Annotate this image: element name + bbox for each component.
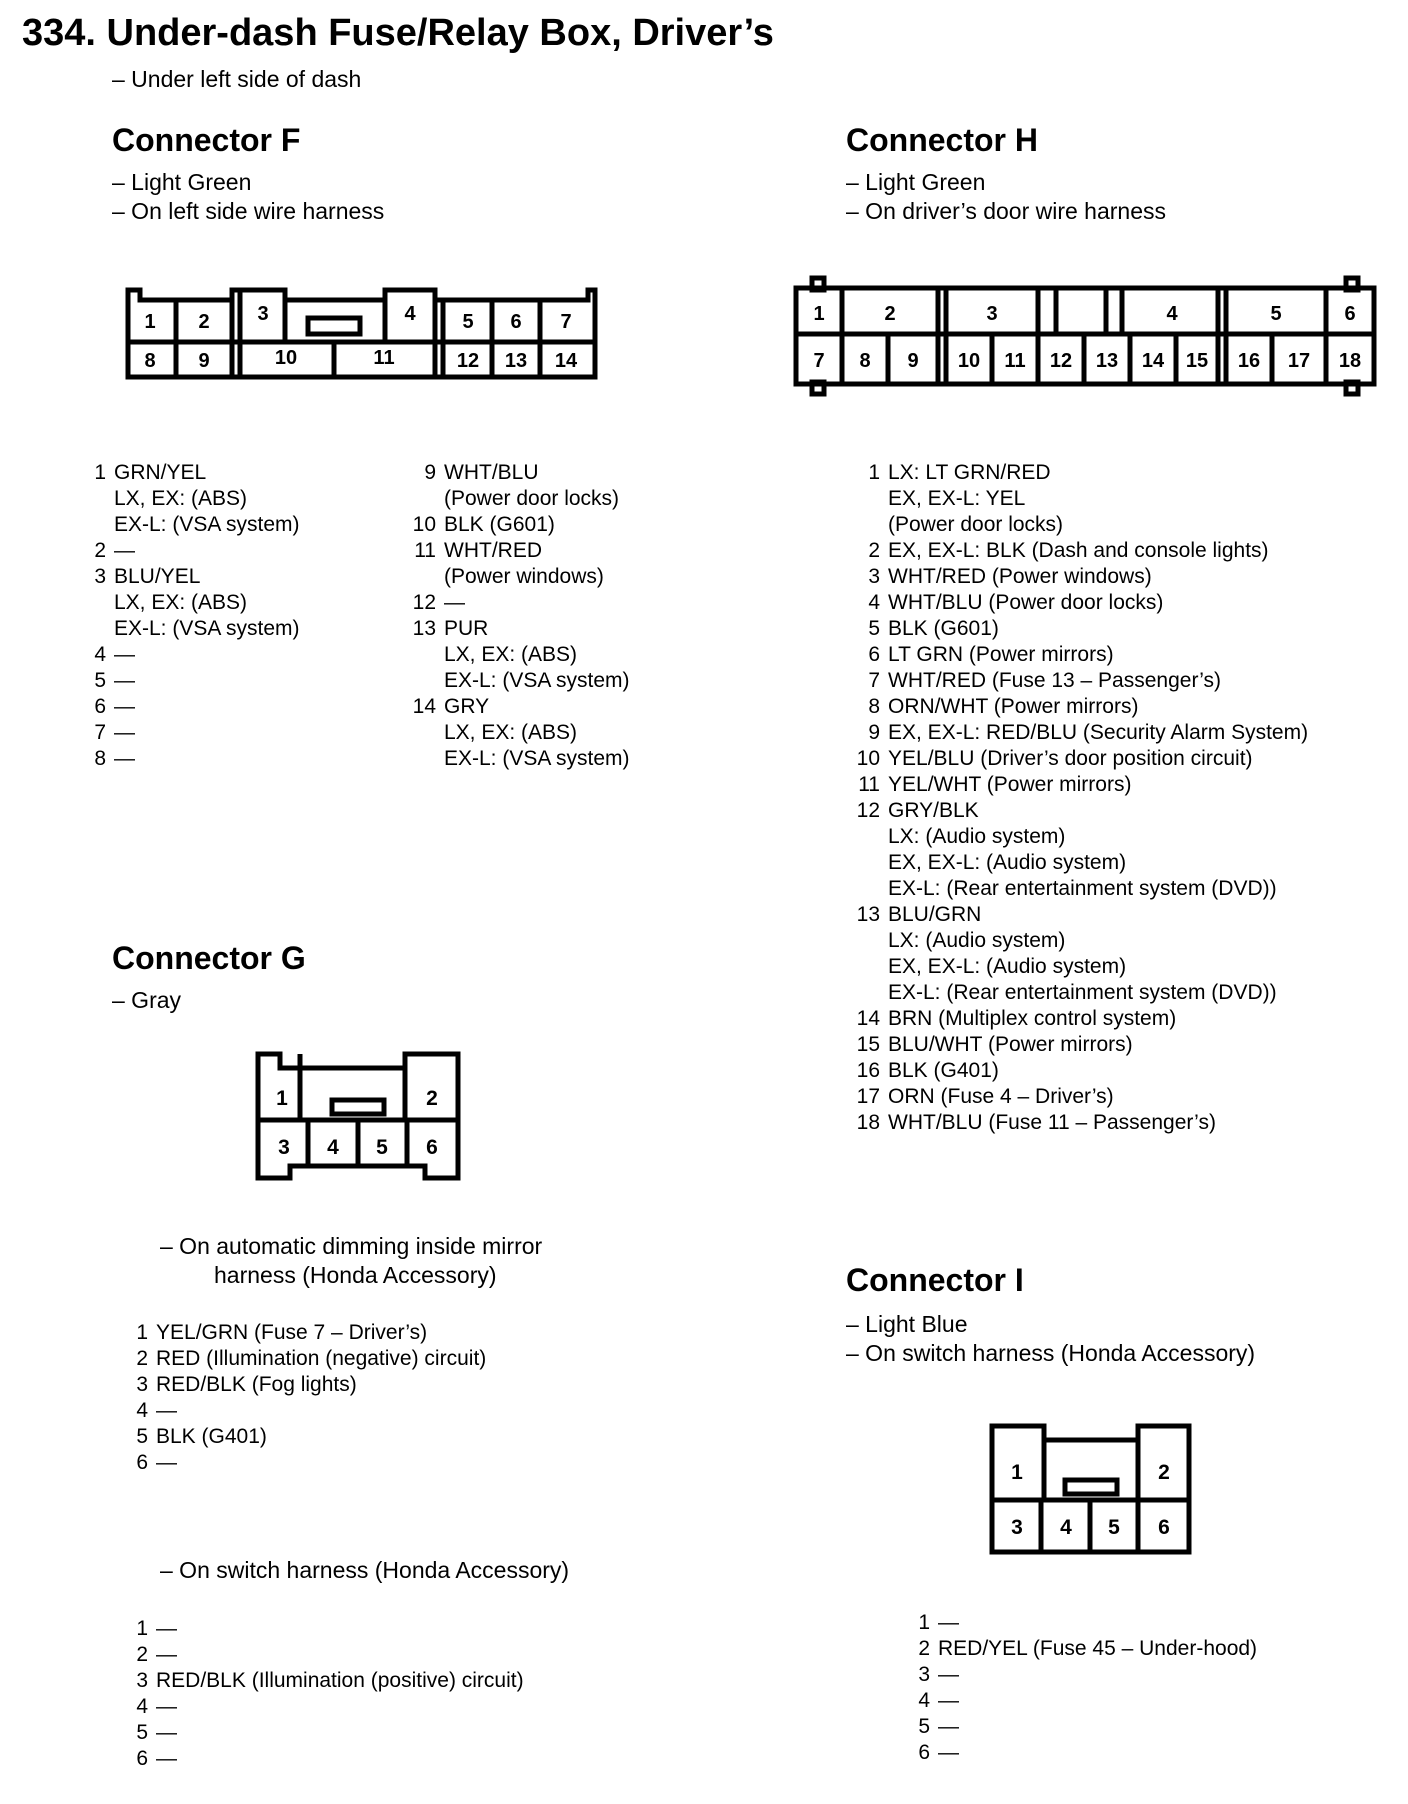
pin-description (114, 720, 135, 746)
connector-h-color-note: – Light Green (846, 169, 986, 195)
connector-h-cavity: 6 (1344, 303, 1356, 325)
pin-number: 8 (868, 695, 880, 718)
pin-row (854, 1058, 1308, 1084)
pin-description (888, 590, 1163, 616)
wire-color: YEL/WHT (Power mirrors) (888, 773, 1132, 796)
pin-number: 4 (94, 643, 106, 666)
connector-f-cavity: 10 (274, 347, 298, 369)
pin-number: 3 (136, 1669, 148, 1692)
wire-color: GRN/YEL (114, 461, 207, 484)
pin-row (854, 694, 1308, 720)
pin-description (156, 1450, 177, 1476)
pin-description (888, 1006, 1176, 1032)
connector-f-cavity: 14 (554, 350, 578, 372)
connector-h-cavity: 8 (859, 350, 871, 372)
pin-description (156, 1346, 486, 1372)
pin-row (854, 616, 1308, 642)
pin-number: 1 (94, 461, 106, 484)
connector-f-cavity: 3 (257, 303, 269, 325)
pin-row (854, 798, 1308, 902)
pin-row (854, 1110, 1308, 1136)
wire-color: EX, EX-L: RED/BLU (Security Alarm System) (888, 721, 1309, 744)
wire-note: (Power door locks) (888, 513, 1064, 536)
connector-f-heading: Connector F (112, 122, 301, 158)
pin-row (410, 616, 630, 694)
wire-note: LX: (Audio system) (888, 929, 1066, 952)
pin-row (122, 1746, 524, 1772)
connector-f-location-note: – On left side wire harness (112, 198, 385, 224)
connector-i-cavity: 5 (1108, 1516, 1120, 1539)
pin-number: 10 (412, 513, 436, 536)
wire-color: — (114, 721, 135, 744)
pin-row (122, 1372, 486, 1398)
pin-description (888, 798, 1277, 902)
wire-color: — (156, 1451, 177, 1474)
wire-color: — (114, 669, 135, 692)
pin-row (80, 460, 300, 538)
wire-color: BLU/YEL (114, 565, 201, 588)
connector-h-cavity: 14 (1141, 350, 1165, 372)
pin-description (888, 694, 1138, 720)
connector-g-cavity: 4 (327, 1136, 339, 1159)
pin-description (156, 1720, 177, 1746)
wire-color: BLK (G401) (156, 1425, 267, 1448)
pin-description (114, 746, 135, 772)
connector-g-diagram (250, 1048, 470, 1188)
connector-h-cavity: 5 (1270, 303, 1282, 325)
connector-g-cavity: 1 (276, 1087, 288, 1110)
pin-number: 5 (94, 669, 106, 692)
pin-number: 2 (136, 1347, 148, 1370)
pin-number: 4 (136, 1399, 148, 1422)
connector-f-color-note: – Light Green (112, 169, 252, 195)
pin-number: 16 (856, 1059, 880, 1082)
wire-note: EX, EX-L: (Audio system) (888, 851, 1127, 874)
connector-g-cavity: 5 (376, 1136, 388, 1159)
pin-number: 5 (918, 1715, 930, 1738)
pin-description (888, 564, 1152, 590)
pin-row (122, 1320, 486, 1346)
wire-color: WHT/RED (Power windows) (888, 565, 1152, 588)
connector-g-group1-note-line: – On automatic dimming inside mirror (160, 1233, 543, 1259)
connector-h-cavity: 13 (1095, 350, 1119, 372)
connector-h-cavity: 15 (1185, 350, 1209, 372)
pin-description (938, 1662, 959, 1688)
connector-g-heading: Connector G (112, 940, 306, 976)
pin-row (122, 1424, 486, 1450)
pin-description (938, 1636, 1257, 1662)
pin-row (854, 538, 1308, 564)
connector-f-cavity: 12 (456, 350, 480, 372)
wire-note: EX-L: (VSA system) (114, 617, 300, 640)
wire-color: — (938, 1611, 959, 1634)
connector-f-notes (112, 168, 384, 226)
pin-description (156, 1746, 177, 1772)
pin-description (156, 1694, 177, 1720)
pin-row (854, 590, 1308, 616)
pin-row (854, 902, 1308, 1006)
connector-f-pin-list-2 (410, 460, 630, 772)
pin-row (904, 1662, 1257, 1688)
pin-description (444, 512, 555, 538)
pin-row (122, 1616, 524, 1642)
pin-row (122, 1642, 524, 1668)
pin-row (410, 538, 630, 590)
wire-note: (Power door locks) (444, 487, 620, 510)
pin-description (444, 590, 465, 616)
wire-color: BRN (Multiplex control system) (888, 1007, 1177, 1030)
pin-number: 4 (136, 1695, 148, 1718)
pin-row (854, 642, 1308, 668)
connector-h-cavity: 10 (957, 350, 981, 372)
pin-row (80, 668, 300, 694)
wire-color: GRY/BLK (888, 799, 979, 822)
pin-number: 3 (918, 1663, 930, 1686)
connector-f-cavity: 5 (462, 311, 474, 333)
pin-description (114, 564, 300, 642)
wire-color: — (156, 1695, 177, 1718)
connector-h-cavity: 18 (1338, 350, 1362, 372)
connector-f-cavity: 13 (504, 350, 528, 372)
pin-description (888, 902, 1277, 1006)
wire-color: RED/YEL (Fuse 45 – Under-hood) (938, 1637, 1258, 1660)
pin-number: 12 (412, 591, 436, 614)
pin-number: 17 (856, 1085, 880, 1108)
pin-number: 11 (858, 773, 880, 796)
wire-color: — (444, 591, 465, 614)
pin-number: 15 (856, 1033, 880, 1056)
pin-number: 13 (856, 903, 880, 926)
wire-color: YEL/BLU (Driver’s door position circuit) (888, 747, 1253, 770)
wire-color: — (156, 1399, 177, 1422)
wire-color: LX: LT GRN/RED (888, 461, 1051, 484)
wire-color: RED (Illumination (negative) circuit) (156, 1347, 487, 1370)
connector-i-color-note: – Light Blue (846, 1311, 968, 1337)
wire-color: WHT/RED (444, 539, 542, 562)
pin-row (122, 1398, 486, 1424)
pin-description (888, 1058, 999, 1084)
wire-color: BLU/WHT (Power mirrors) (888, 1033, 1133, 1056)
wire-note: EX, EX-L: (Audio system) (888, 955, 1127, 978)
connector-h-location-note: – On driver’s door wire harness (846, 198, 1167, 224)
pin-number: 3 (868, 565, 880, 588)
pin-description (156, 1372, 357, 1398)
pin-description (938, 1740, 959, 1766)
pin-description (888, 720, 1308, 746)
wire-note: EX-L: (Rear entertainment system (DVD)) (888, 981, 1277, 1004)
wire-color: BLU/GRN (888, 903, 982, 926)
pin-row (854, 746, 1308, 772)
connector-f-pin-list-1 (80, 460, 300, 772)
pin-description (938, 1610, 959, 1636)
pin-row (854, 668, 1308, 694)
wire-color: WHT/BLU (Fuse 11 – Passenger’s) (888, 1111, 1216, 1134)
connector-i-heading: Connector I (846, 1262, 1024, 1298)
connector-h-cavity: 12 (1049, 350, 1073, 372)
connector-g-group1-pin-list (122, 1320, 486, 1476)
pin-description (156, 1320, 427, 1346)
wire-color: EX, EX-L: BLK (Dash and console lights) (888, 539, 1269, 562)
wire-color: — (114, 747, 135, 770)
pin-number: 13 (412, 617, 436, 640)
wire-color: WHT/RED (Fuse 13 – Passenger’s) (888, 669, 1221, 692)
wire-color: — (156, 1747, 177, 1770)
pin-description (888, 668, 1221, 694)
wire-note: LX, EX: (ABS) (114, 591, 248, 614)
pin-row (854, 1006, 1308, 1032)
pin-description (938, 1688, 959, 1714)
wire-note: LX, EX: (ABS) (444, 721, 578, 744)
pin-row (854, 720, 1308, 746)
connector-g-color-note: – Gray (112, 987, 182, 1013)
pin-description (156, 1642, 177, 1668)
wire-color: ORN (Fuse 4 – Driver’s) (888, 1085, 1114, 1108)
wire-color: — (938, 1663, 959, 1686)
wire-color: — (938, 1715, 959, 1738)
pin-description (888, 1032, 1133, 1058)
connector-h-cavity: 1 (813, 303, 825, 325)
wire-color: WHT/BLU (Power door locks) (888, 591, 1164, 614)
pin-description (114, 460, 300, 538)
connector-h-cavity: 3 (986, 303, 998, 325)
wire-color: RED/BLK (Fog lights) (156, 1373, 357, 1396)
connector-i-cavity: 4 (1060, 1516, 1072, 1539)
connector-g-cavity: 3 (278, 1136, 290, 1159)
pin-row (854, 564, 1308, 590)
connector-g-group2-pin-list (122, 1616, 524, 1772)
wire-color: PUR (444, 617, 489, 640)
wire-note: EX, EX-L: YEL (888, 487, 1026, 510)
pin-number: 3 (136, 1373, 148, 1396)
connector-h-pin-list (854, 460, 1308, 1136)
wire-note: (Power windows) (444, 565, 604, 588)
wire-color: — (156, 1721, 177, 1744)
connector-h-cavity: 11 (1004, 350, 1026, 372)
pin-row (854, 460, 1308, 538)
pin-row (410, 460, 630, 512)
wire-color: — (938, 1741, 959, 1764)
connector-f-cavity: 9 (198, 350, 210, 372)
pin-row (410, 512, 630, 538)
pin-description (444, 460, 619, 512)
pin-row (80, 642, 300, 668)
connector-g-group2-note: – On switch harness (Honda Accessory) (160, 1557, 570, 1583)
connector-g-group1-note-line: harness (Honda Accessory) (214, 1262, 497, 1288)
connector-h-heading: Connector H (846, 122, 1038, 158)
connector-h-diagram (788, 272, 1384, 402)
connector-f-diagram (120, 282, 600, 392)
pin-number: 2 (136, 1643, 148, 1666)
connector-f-cavity: 4 (404, 303, 416, 325)
wire-color: GRY (444, 695, 490, 718)
connector-h-notes (846, 168, 1166, 226)
wire-color: BLK (G601) (444, 513, 555, 536)
pin-row (122, 1694, 524, 1720)
connector-i-pin-list (904, 1610, 1257, 1766)
pin-number: 6 (136, 1747, 148, 1770)
pin-number: 14 (856, 1007, 880, 1030)
pin-description (888, 642, 1114, 668)
connector-i-cavity: 3 (1011, 1516, 1023, 1539)
pin-row (122, 1346, 486, 1372)
connector-h-cavity: 2 (884, 303, 896, 325)
wire-color: LT GRN (Power mirrors) (888, 643, 1114, 666)
pin-number: 8 (94, 747, 106, 770)
pin-number: 18 (856, 1111, 880, 1134)
wire-color: — (114, 643, 135, 666)
pin-row (80, 538, 300, 564)
wire-color: — (114, 695, 135, 718)
pin-row (904, 1688, 1257, 1714)
pin-row (904, 1636, 1257, 1662)
pin-description (888, 538, 1269, 564)
pin-number: 9 (868, 721, 880, 744)
wire-color: RED/BLK (Illumination (positive) circuit) (156, 1669, 524, 1692)
pin-row (410, 590, 630, 616)
connector-i-location-note: – On switch harness (Honda Accessory) (846, 1340, 1256, 1366)
pin-row (80, 746, 300, 772)
connector-i-cavity: 2 (1158, 1461, 1170, 1484)
pin-number: 1 (868, 461, 880, 484)
pin-description (444, 538, 604, 590)
pin-number: 4 (918, 1689, 930, 1712)
pin-number: 5 (136, 1721, 148, 1744)
pin-row (80, 564, 300, 642)
pin-number: 5 (868, 617, 880, 640)
wire-note: EX-L: (Rear entertainment system (DVD)) (888, 877, 1277, 900)
pin-number: 2 (868, 539, 880, 562)
pin-number: 7 (94, 721, 106, 744)
pin-row (904, 1610, 1257, 1636)
pin-row (80, 720, 300, 746)
pin-description (888, 1110, 1216, 1136)
connector-h-cavity: 4 (1166, 303, 1178, 325)
pin-row (904, 1714, 1257, 1740)
pin-row (904, 1740, 1257, 1766)
pin-number: 12 (856, 799, 880, 822)
connector-h-cavity: 7 (813, 350, 825, 372)
pin-row (854, 1084, 1308, 1110)
pin-description (888, 1084, 1114, 1110)
pin-description (156, 1616, 177, 1642)
pin-description (888, 460, 1063, 538)
pin-number: 1 (136, 1617, 148, 1640)
connector-f-cavity: 7 (560, 311, 572, 333)
pin-description (114, 538, 135, 564)
connector-g-cavity: 6 (426, 1136, 438, 1159)
connector-i-cavity: 1 (1011, 1461, 1023, 1484)
wire-note: EX-L: (VSA system) (444, 669, 630, 692)
wire-note: LX: (Audio system) (888, 825, 1066, 848)
connector-g-group1-note (160, 1232, 542, 1290)
pin-number: 7 (868, 669, 880, 692)
connector-h-cavity: 17 (1287, 350, 1311, 372)
connector-f-cavity: 11 (373, 347, 395, 369)
pin-row (80, 694, 300, 720)
wire-note: EX-L: (VSA system) (444, 747, 630, 770)
wire-color: WHT/BLU (444, 461, 539, 484)
wire-color: — (114, 539, 135, 562)
pin-number: 10 (856, 747, 880, 770)
pin-number: 9 (424, 461, 436, 484)
pin-number: 6 (868, 643, 880, 666)
connector-i-notes (846, 1310, 1255, 1368)
wire-color: BLK (G601) (888, 617, 999, 640)
page-subtitle: – Under left side of dash (112, 66, 362, 92)
pin-row (122, 1450, 486, 1476)
pin-description (888, 772, 1131, 798)
pin-description (156, 1424, 267, 1450)
wire-color: — (156, 1643, 177, 1666)
pin-description (938, 1714, 959, 1740)
pin-number: 2 (94, 539, 106, 562)
connector-f-cavity: 1 (144, 311, 156, 333)
pin-number: 2 (918, 1637, 930, 1660)
pin-row (410, 694, 630, 772)
pin-description (888, 616, 999, 642)
connector-h-cavity: 9 (907, 350, 919, 372)
pin-row (854, 772, 1308, 798)
wire-color: — (156, 1617, 177, 1640)
pin-description (114, 694, 135, 720)
wire-color: BLK (G401) (888, 1059, 999, 1082)
connector-f-cavity: 2 (198, 311, 210, 333)
pin-number: 6 (94, 695, 106, 718)
pin-number: 11 (414, 539, 436, 562)
pin-number: 14 (412, 695, 436, 718)
wire-color: YEL/GRN (Fuse 7 – Driver’s) (156, 1321, 428, 1344)
pin-number: 5 (136, 1425, 148, 1448)
pin-row (122, 1720, 524, 1746)
connector-g-cavity: 2 (426, 1087, 438, 1110)
connector-f-cavity: 6 (510, 311, 522, 333)
pin-description (156, 1398, 177, 1424)
pin-description (444, 694, 630, 772)
wire-note: LX, EX: (ABS) (444, 643, 578, 666)
pin-number: 4 (868, 591, 880, 614)
pin-row (854, 1032, 1308, 1058)
pin-description (114, 642, 135, 668)
wire-color: — (938, 1689, 959, 1712)
pin-description (156, 1668, 524, 1694)
page-title: 334. Under-dash Fuse/Relay Box, Driver’s (22, 12, 774, 54)
pin-description (888, 746, 1253, 772)
pin-number: 1 (918, 1611, 930, 1634)
pin-number: 1 (136, 1321, 148, 1344)
connector-i-cavity: 6 (1158, 1516, 1170, 1539)
connector-i-diagram (984, 1418, 1194, 1558)
wire-color: ORN/WHT (Power mirrors) (888, 695, 1139, 718)
connector-h-cavity: 16 (1237, 350, 1261, 372)
pin-number: 6 (136, 1451, 148, 1474)
wire-note: LX, EX: (ABS) (114, 487, 248, 510)
pin-description (444, 616, 630, 694)
pin-number: 6 (918, 1741, 930, 1764)
pin-row (122, 1668, 524, 1694)
connector-f-cavity: 8 (144, 350, 156, 372)
wire-note: EX-L: (VSA system) (114, 513, 300, 536)
pin-description (114, 668, 135, 694)
pin-number: 3 (94, 565, 106, 588)
